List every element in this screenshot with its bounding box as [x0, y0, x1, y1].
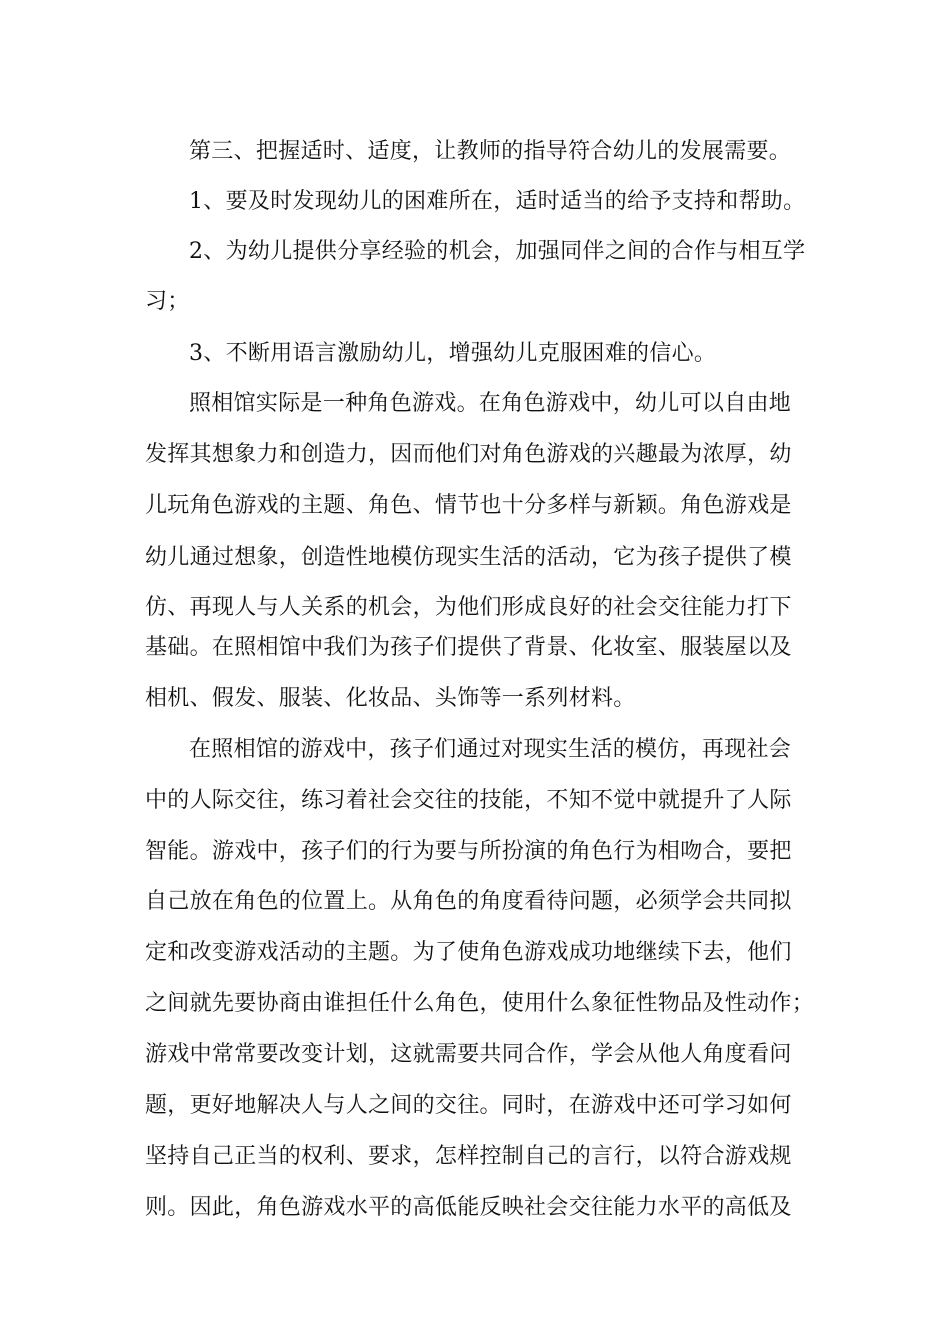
text-line: 中的人际交往，练习着社会交往的技能，不知不觉中就提升了人际: [145, 788, 792, 813]
text-line: 相机、假发、服装、化妆品、头饰等一系列材料。: [145, 686, 636, 711]
text-line: 之间就先要协商由谁担任什么角色，使用什么象征性物品及性动作；: [145, 991, 815, 1016]
text-line: 智能。游戏中，孩子们的行为要与所扮演的角色行为相吻合，要把: [145, 839, 792, 864]
text-line: 幼儿通过想象，创造性地模仿现实生活的活动，它为孩子提供了模: [145, 545, 792, 570]
text-line: 第三、把握适时、适度，让教师的指导符合幼儿的发展需要。: [189, 139, 792, 164]
text-line: 自己放在角色的位置上。从角色的角度看待问题，必须学会共同拟: [145, 889, 792, 914]
text-line: 仿、再现人与人关系的机会，为他们形成良好的社会交往能力打下: [145, 595, 792, 620]
text-line: 1、要及时发现幼儿的困难所在，适时适当的给予支持和帮助。: [189, 189, 806, 214]
text-line: 照相馆实际是一种角色游戏。在角色游戏中，幼儿可以自由地: [189, 391, 792, 416]
text-line: 儿玩角色游戏的主题、角色、情节也十分多样与新颖。角色游戏是: [145, 493, 792, 518]
text-line: 在照相馆的游戏中，孩子们通过对现实生活的模仿，再现社会: [189, 737, 792, 762]
text-line: 基础。在照相馆中我们为孩子们提供了背景、化妆室、服装屋以及: [145, 635, 792, 660]
text-line: 题，更好地解决人与人之间的交往。同时，在游戏中还可学习如何: [145, 1093, 792, 1118]
text-line: 习；: [145, 289, 190, 314]
text-line: 定和改变游戏活动的主题。为了使角色游戏成功地继续下去，他们: [145, 940, 792, 965]
text-line: 坚持自己正当的权利、要求，怎样控制自己的言行，以符合游戏规: [145, 1144, 792, 1169]
text-line: 2、为幼儿提供分享经验的机会，加强同伴之间的合作与相互学: [189, 239, 806, 264]
text-line: 3、不断用语言激励幼儿，增强幼儿克服困难的信心。: [189, 341, 717, 366]
text-line: 发挥其想象力和创造力，因而他们对角色游戏的兴趣最为浓厚，幼: [145, 442, 792, 467]
text-line: 则。因此，角色游戏水平的高低能反映社会交往能力水平的高低及: [145, 1195, 792, 1220]
text-line: 游戏中常常要改变计划，这就需要共同合作，学会从他人角度看问: [145, 1042, 792, 1067]
